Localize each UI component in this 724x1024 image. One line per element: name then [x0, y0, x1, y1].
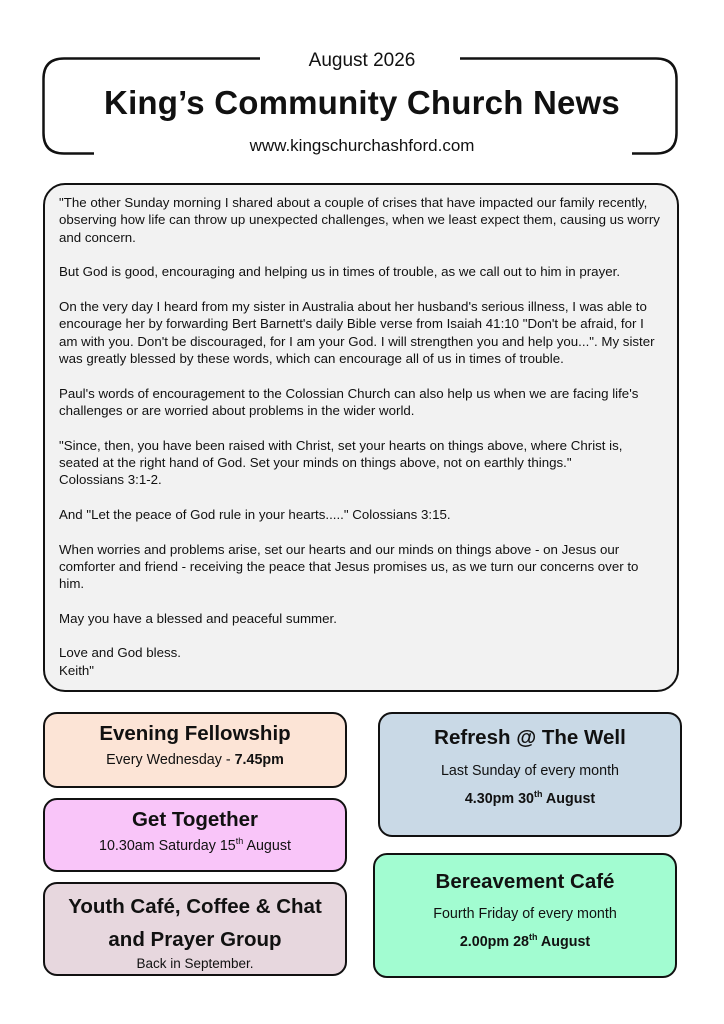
- letter-paragraph: And "Let the peace of God rule in your hearts....." Colossians 3:15.: [59, 506, 451, 522]
- event-schedule: [45, 752, 345, 768]
- event-title-line2: and Prayer Group: [108, 928, 282, 951]
- event-schedule: Fourth Friday of every month: [433, 906, 617, 922]
- event-date: [375, 934, 675, 950]
- event-time: 7.45pm: [234, 752, 284, 768]
- event-note: Back in September.: [136, 956, 254, 971]
- event-month: August: [542, 791, 596, 807]
- youth-cafe-box: [43, 882, 347, 976]
- letter-signoff: Love and God bless.: [59, 645, 181, 661]
- letter-paragraph: Paul's words of encouragement to the Colossian Church can also help us when we are facing life's challenges or are worried about problems in the wider world.: [59, 385, 639, 418]
- ordinal-suffix: th: [235, 836, 244, 847]
- issue-date: August 2026: [308, 50, 416, 71]
- event-date-text: 10.30am Saturday 15: [99, 838, 236, 854]
- letter-paragraph: May you have a blessed and peaceful summer.: [59, 610, 337, 626]
- event-title: Refresh @ The Well: [434, 726, 626, 749]
- event-schedule-text: Every Wednesday -: [106, 752, 235, 768]
- pastor-letter: [43, 183, 679, 692]
- letter-signature: Keith": [59, 662, 95, 678]
- event-schedule: Last Sunday of every month: [440, 763, 620, 779]
- letter-paragraph: "The other Sunday morning I shared about a couple of crises that have impacted our family recently, observing how life can throw up unexpected challenges, when we least expect them, causing us worry and concern.: [59, 195, 660, 245]
- evening-fellowship-box: [43, 712, 347, 788]
- get-together-box: [43, 798, 347, 872]
- event-title-line1: Youth Café, Coffee & Chat: [68, 895, 322, 918]
- event-title: Get Together: [131, 808, 259, 831]
- letter-reference: Colossians 3:1-2.: [59, 472, 162, 488]
- event-date-text: 2.00pm 28: [459, 934, 529, 950]
- event-month: August: [537, 934, 591, 950]
- event-date: [45, 838, 345, 854]
- letter-quote: "Since, then, you have been raised with Christ, set your hearts on things above, where Christ is, seated at the right hand of God. Set your minds on things above, not on earthly things.": [59, 437, 623, 470]
- ordinal-suffix: th: [533, 789, 543, 800]
- letter-paragraph: When worries and problems arise, set our hearts and our minds on things above - on Jesus our comforter and friend - receiving the peace that Jesus promises us, as we turn our concerns over to him.: [59, 541, 639, 592]
- event-title: Evening Fellowship: [99, 722, 291, 745]
- ordinal-suffix: th: [528, 932, 538, 943]
- bereavement-cafe-box: [373, 853, 677, 978]
- newsletter-title: King’s Community Church News: [104, 84, 620, 121]
- event-title: Bereavement Café: [435, 870, 615, 893]
- refresh-at-the-well-box: [378, 712, 682, 837]
- event-month: August: [243, 838, 291, 854]
- letter-paragraph: But God is good, encouraging and helping us in times of trouble, as we call out to him in prayer.: [59, 264, 621, 280]
- event-date: [380, 791, 680, 807]
- website-link[interactable]: www.kingschurchashford.com: [249, 136, 475, 155]
- letter-paragraph: On the very day I heard from my sister in Australia about her husband's serious illness, I was able to encourage her by forwarding Bert Barnett's daily Bible verse from Isaiah 41:10 "Don't be afraid, for I am with you. Don't be discouraged, for I am your God. I will strengthen you and help you...". My sister was greatly blessed by these words, which can encourage all of us in times of trouble.: [59, 298, 655, 366]
- event-date-text: 4.30pm 30: [464, 791, 534, 807]
